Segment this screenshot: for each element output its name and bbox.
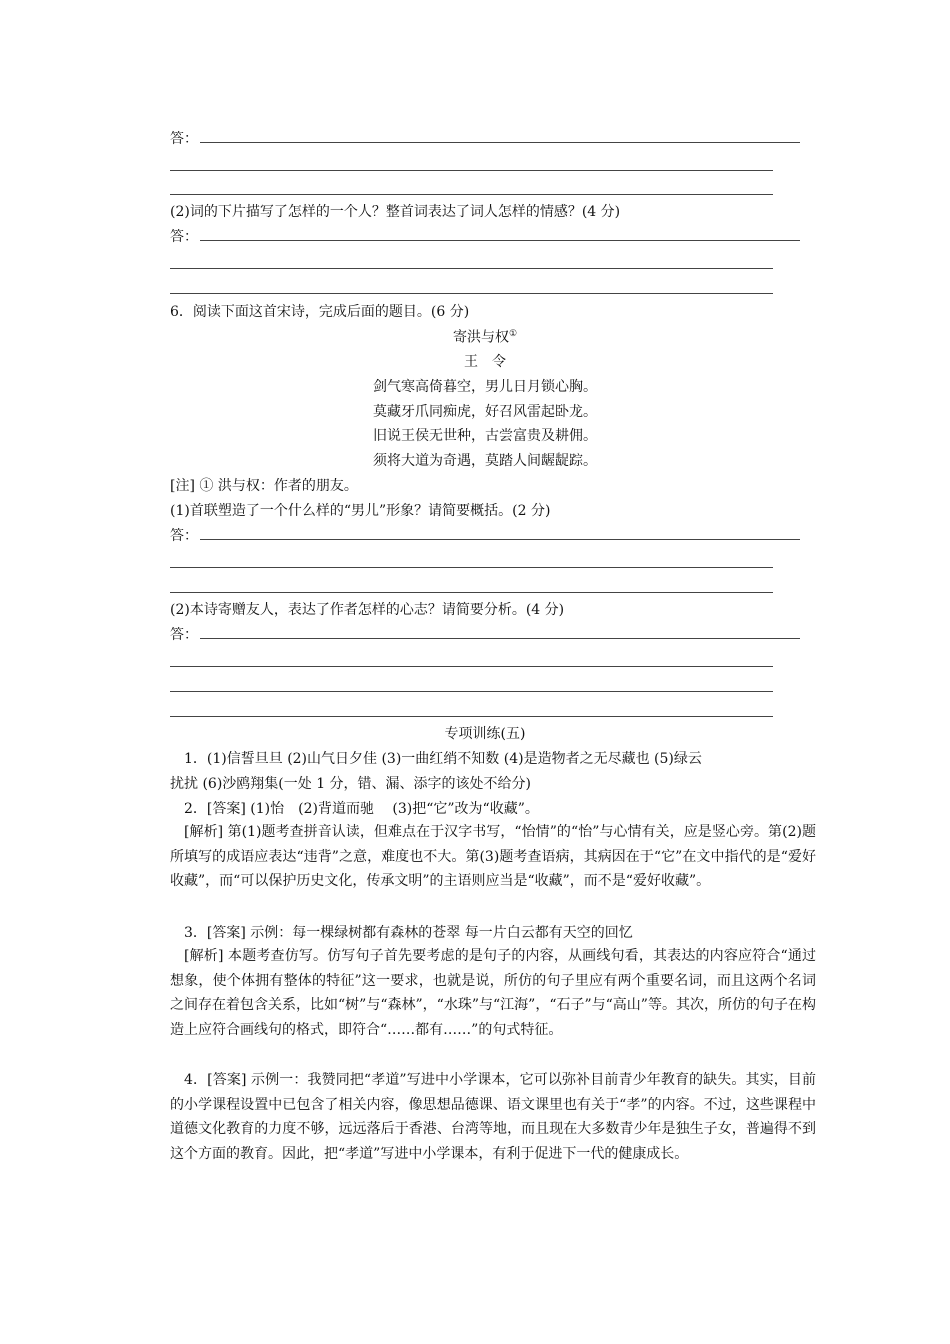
q5-sub1-answer-line — [170, 132, 800, 146]
answer-blank-line[interactable] — [170, 293, 773, 294]
answer-blank[interactable] — [200, 637, 800, 639]
q6-sub1-question: (1)首联塑造了一个什么样的“男儿”形象？请简要概括。(2 分) — [170, 503, 551, 519]
q6-sub2-answer-line — [170, 628, 800, 642]
answer-label: 答： — [170, 627, 198, 643]
answer-blank-line[interactable] — [170, 691, 773, 692]
poem-title — [170, 330, 800, 345]
answers-heading: 专项训练(五) — [444, 726, 526, 742]
q5-sub2-question: (2)词的下片描写了怎样的一个人？整首词表达了词人怎样的情感？(4 分) — [170, 204, 621, 220]
answer-1-line2: 扰扰 (6)沙鸥翔集(一处 1 分，错、漏、添字的该处不给分) — [170, 776, 532, 792]
poem-line: 须将大道为奇遇，莫踏人间龌龊踪。 — [373, 453, 597, 469]
poem-note: [注] ① 洪与权：作者的朋友。 — [170, 478, 358, 494]
answer-blank-line[interactable] — [170, 716, 773, 717]
answer-blank-line[interactable] — [170, 567, 773, 568]
answer-blank[interactable] — [200, 141, 800, 143]
poem-line: 剑气寒高倚暮空，男儿日月锁心胸。 — [373, 379, 597, 395]
answer-label: 答： — [170, 229, 198, 245]
poem-note-mark: ① — [508, 329, 518, 339]
poem-line: 旧说王侯无世种，古尝富贵及耕佣。 — [373, 428, 597, 444]
poem-line: 莫藏牙爪同痴虎，好召风雷起卧龙。 — [373, 404, 597, 420]
poem-author: 王 令 — [464, 354, 506, 370]
q6-sub1-answer-line — [170, 529, 800, 543]
answer-blank-line[interactable] — [170, 592, 773, 593]
answer-2-analysis: [解析] 第(1)题考查拼音认读，但难点在于汉字书写，“怡情”的“怡”与心情有关，应是竖心旁。第(2)题所填写的成语应表达“违背”之意，难度也不大。第(3)题考查语病，其病因在于“它”在文中指代的是“爱好收藏”，而“可以保护历史文化，传承文明”的主语则应当是“收藏”，而不是“爱好收藏”。 — [170, 824, 816, 889]
poem-title-text: 寄洪与权 — [452, 329, 509, 346]
answer-blank[interactable] — [200, 239, 800, 241]
answer-blank-line[interactable] — [170, 170, 773, 171]
q6-stem: 6．阅读下面这首宋诗，完成后面的题目。(6 分) — [170, 304, 470, 320]
answer-2: 2．[答案] (1)怡 (2)背道而驰 (3)把“它”改为“收藏”。 — [184, 801, 539, 817]
answer-3-analysis: [解析] 本题考查仿写。仿写句子首先要考虑的是句子的内容，从画线句看，其表达的内容应符合“通过想象，使个体拥有整体的特征”这一要求，也就是说，所仿的句子里应有两个重要名词，而且这两个名词之间存在着包含关系，比如“树”与“森林”，“水珠”与“江海”，“石子”与“高山”等。其次，所仿的句子在构造上应符合画线句的格式，即符合“……都有……”的句式特征。 — [170, 948, 816, 1038]
q6-sub2-question: (2)本诗寄赠友人，表达了作者怎样的心志？请简要分析。(4 分) — [170, 602, 565, 618]
answer-blank[interactable] — [200, 538, 800, 540]
q5-sub2-answer-line — [170, 230, 800, 244]
answer-blank-line[interactable] — [170, 194, 773, 195]
answer-3: 3．[答案] 示例：每一棵绿树都有森林的苍翠 每一片白云都有天空的回忆 — [184, 925, 633, 941]
answer-4: 4．[答案] 示例一：我赞同把“孝道”写进中小学课本，它可以弥补目前青少年教育的缺失。其实，目前的小学课程设置中已包含了相关内容，像思想品德课、语文课里也有关于“孝”的内容。不过，这些课程中道德文化教育的力度不够，远远落后于香港、台湾等地，而且现在大多数青少年是独生子女，普遍得不到这个方面的教育。因此，把“孝道”写进中小学课本，有利于促进下一代的健康成长。 — [170, 1072, 816, 1162]
answer-label: 答： — [170, 528, 198, 544]
answer-blank-line[interactable] — [170, 666, 773, 667]
answer-label: 答： — [170, 131, 198, 147]
answer-1-line1: 1．(1)信誓旦旦 (2)山气日夕佳 (3)一曲红绡不知数 (4)是造物者之无尽藏也 (5)绿云 — [184, 751, 702, 767]
answer-blank-line[interactable] — [170, 268, 773, 269]
